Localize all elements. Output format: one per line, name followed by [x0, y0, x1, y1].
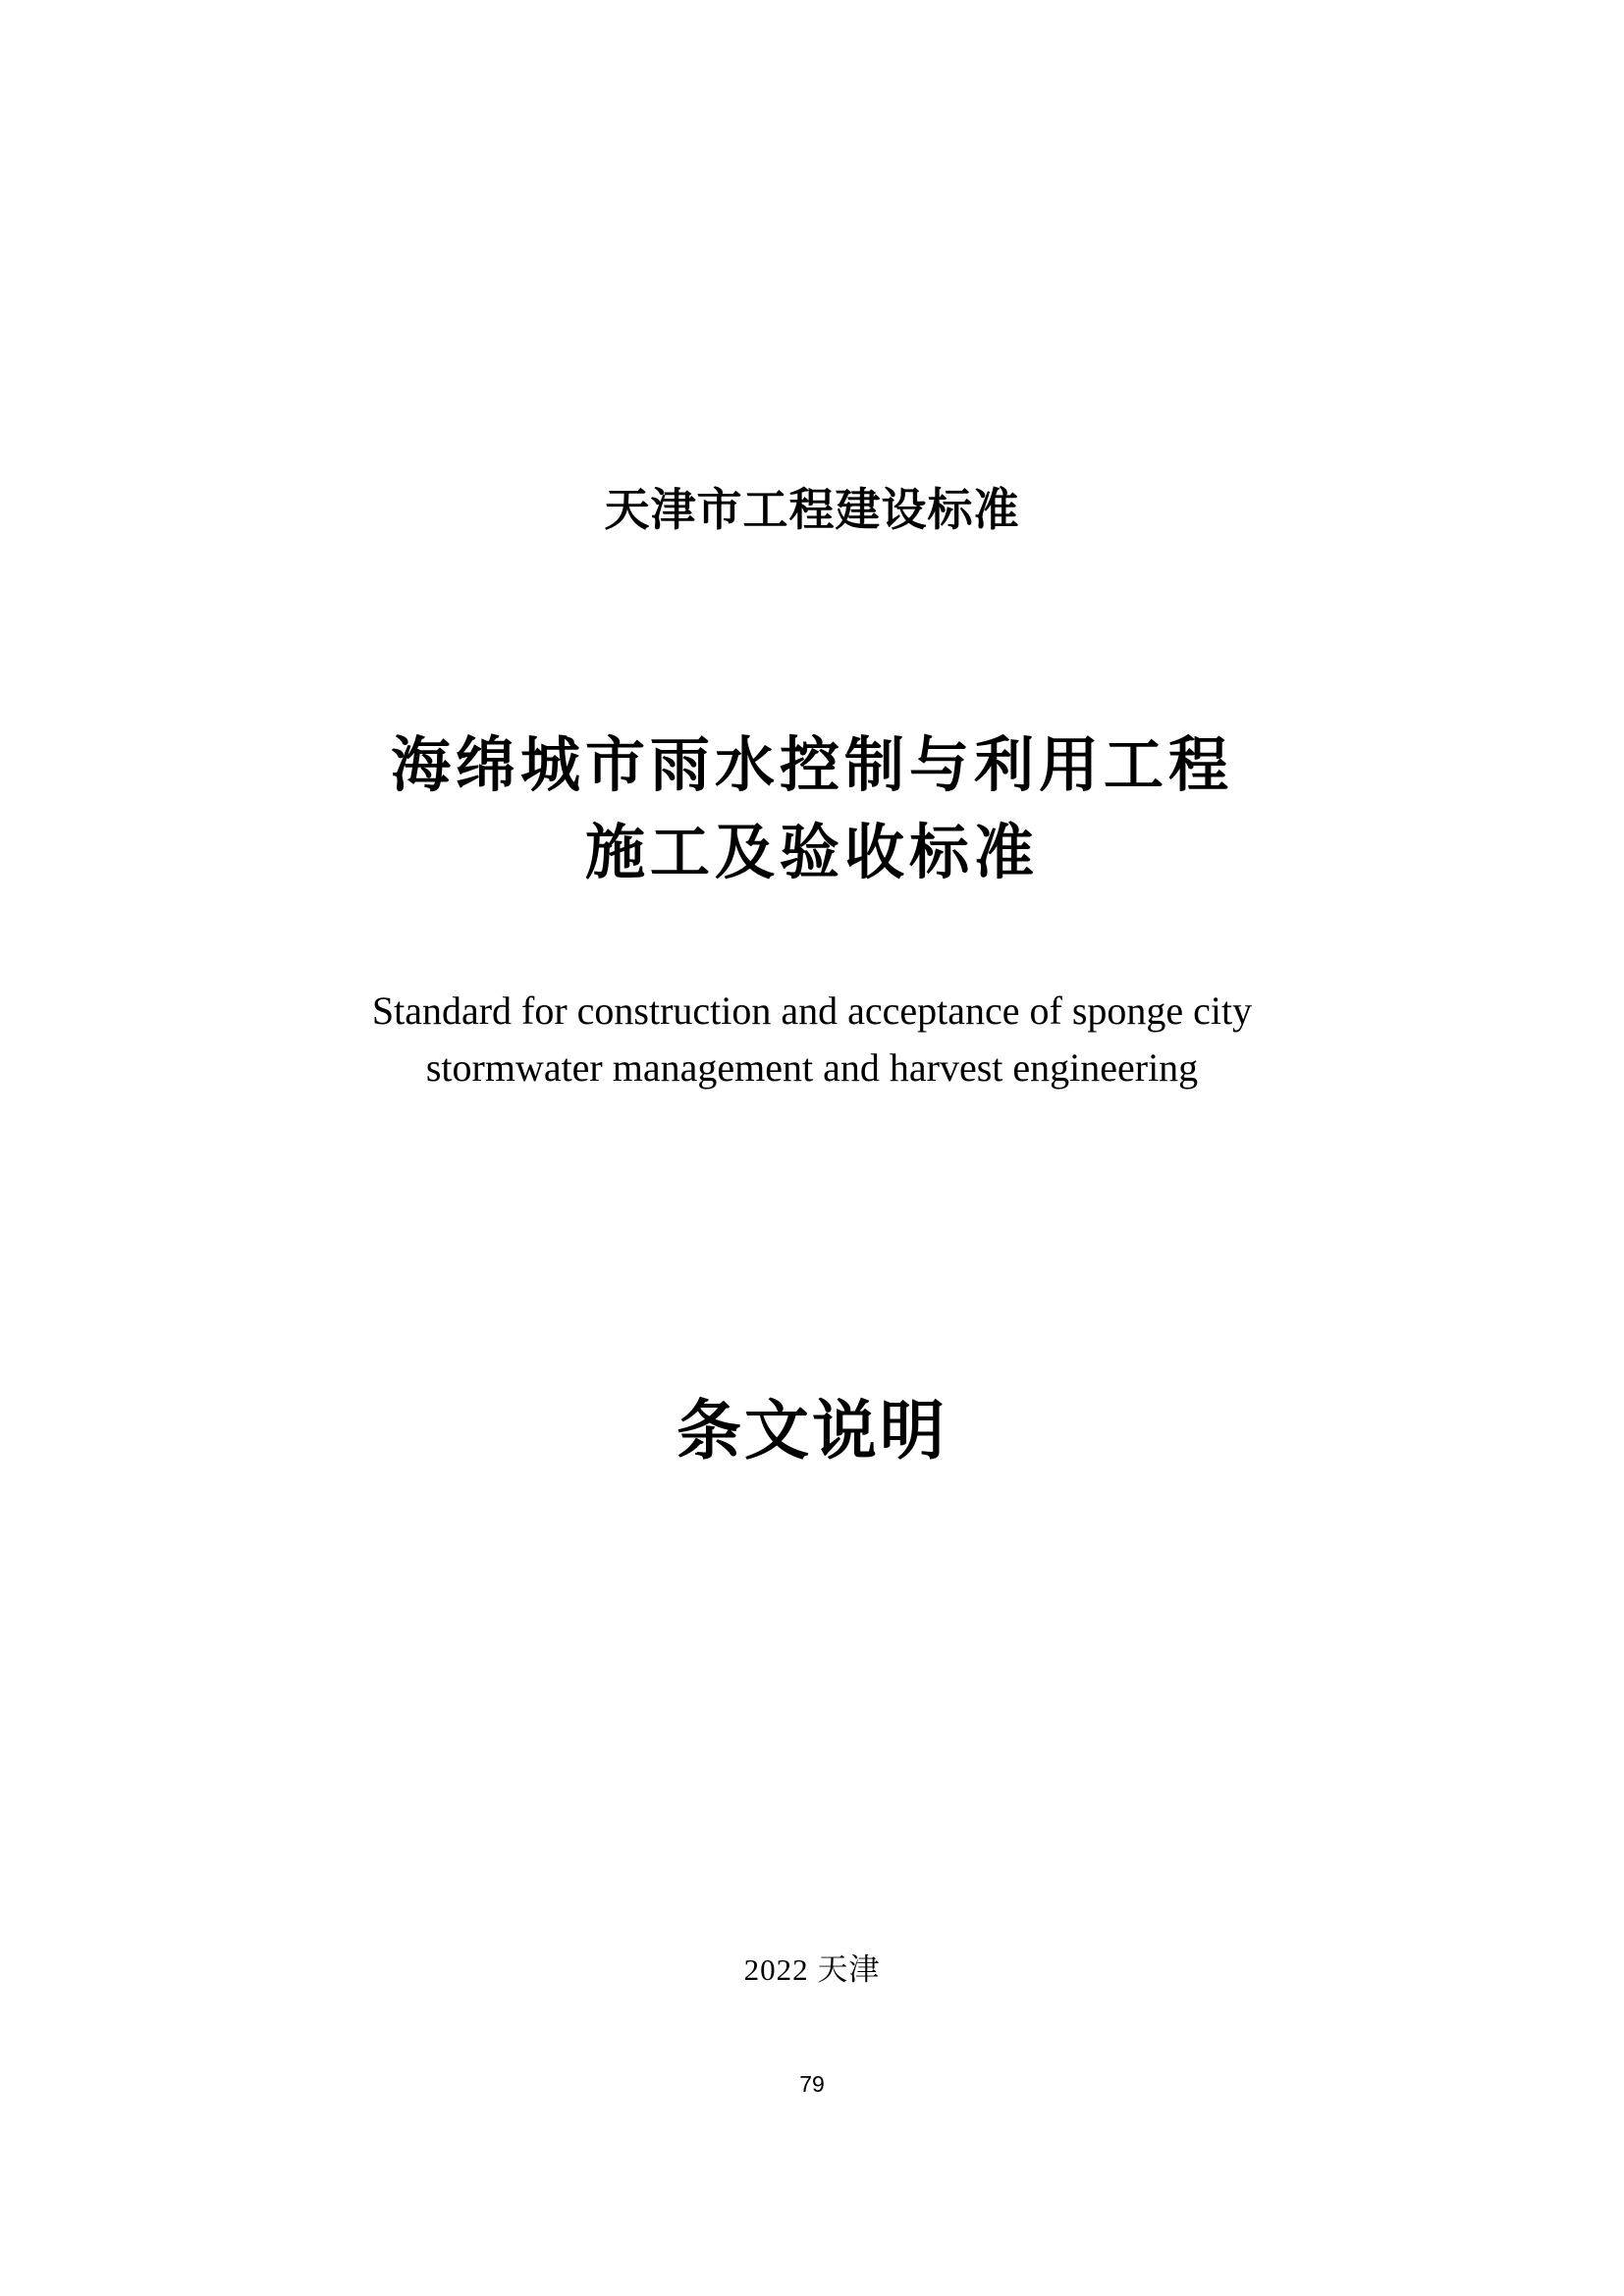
standard-kind-label: 天津市工程建设标准 — [604, 484, 1020, 535]
document-title-zh-line2: 施工及验收标准 — [584, 819, 1039, 885]
publication-imprint: 2022 天津 — [743, 1952, 881, 1987]
page-number: 79 — [799, 2071, 825, 2097]
document-title-en-line2: stormwater management and harvest engineering — [425, 1045, 1199, 1090]
document-title-zh-line1: 海绵城市雨水控制与利用工程 — [390, 731, 1233, 798]
document-title-en-line1: Standard for construction and acceptance of sponge city — [371, 988, 1253, 1033]
section-label-explanation-of-provisions: 条文说明 — [677, 1396, 947, 1468]
